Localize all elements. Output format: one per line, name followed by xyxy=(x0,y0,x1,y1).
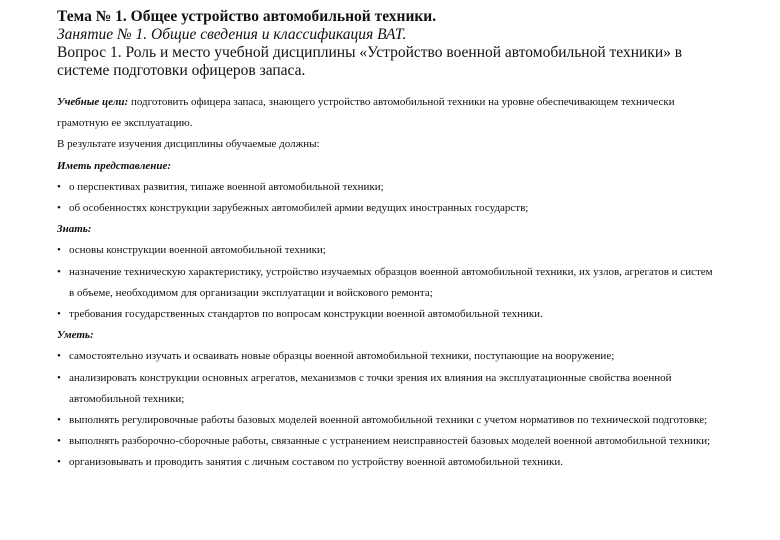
lesson-title: Занятие № 1. Общие сведения и классификация ВАТ. xyxy=(57,26,407,43)
question-title: Вопрос 1. Роль и место учебной дисциплины «Устройство военной автомобильной техники» в системе подготовки офицеров запаса. xyxy=(57,44,683,79)
section-list-able xyxy=(57,346,717,473)
list-item: • назначение техническую характеристику, устройство изучаемых образцов военной автомобильной техники, их узлов, агрегатов и систем в объеме, необходимом для организации эксплуатации и войскового ремонта; xyxy=(57,262,717,304)
learning-goals xyxy=(57,92,717,134)
list-item: • о перспективах развития, типаже военной автомобильной техники; xyxy=(57,177,717,198)
learning-goals-text: подготовить офицера запаса, знающего устройство автомобильной техники на уровне обеспечивающем технически грамотную ее эксплуатацию. xyxy=(57,96,675,130)
list-item: • требования государственных стандартов по вопросам конструкции военной автомобильной техники. xyxy=(57,304,717,325)
list-item: • об особенностях конструкции зарубежных автомобилей армии ведущих иностранных государств; xyxy=(57,198,717,219)
section-list-know xyxy=(57,240,717,325)
document-body xyxy=(57,92,717,474)
list-item: • выполнять разборочно-сборочные работы, связанные с устранением неисправностей базовых моделей военной автомобильной техники; xyxy=(57,431,717,452)
list-item: • анализировать конструкции основных агрегатов, механизмов с точки зрения их влияния на эксплуатационные свойства военной автомобильной техники; xyxy=(57,368,717,410)
intro-text: В результате изучения дисциплины обучаемые должны: xyxy=(57,138,320,151)
section-title-able: Уметь: xyxy=(57,329,94,342)
section-title-know: Знать: xyxy=(57,223,92,236)
section-list-represent xyxy=(57,177,717,219)
list-item: • организовывать и проводить занятия с личным составом по устройству военной автомобильной техники. xyxy=(57,452,717,473)
section-title-represent: Иметь представление: xyxy=(57,159,171,172)
document-header xyxy=(57,8,737,80)
topic-title: Тема № 1. Общее устройство автомобильной техники. xyxy=(57,8,437,25)
list-item: • выполнять регулировочные работы базовых моделей военной автомобильной техники с учетом нормативов по технической подготовке; xyxy=(57,410,717,431)
list-item: • основы конструкции военной автомобильной техники; xyxy=(57,240,717,261)
learning-goals-label: Учебные цели: xyxy=(57,96,129,108)
list-item: • самостоятельно изучать и осваивать новые образцы военной автомобильной техники, поступающие на вооружение; xyxy=(57,346,717,367)
